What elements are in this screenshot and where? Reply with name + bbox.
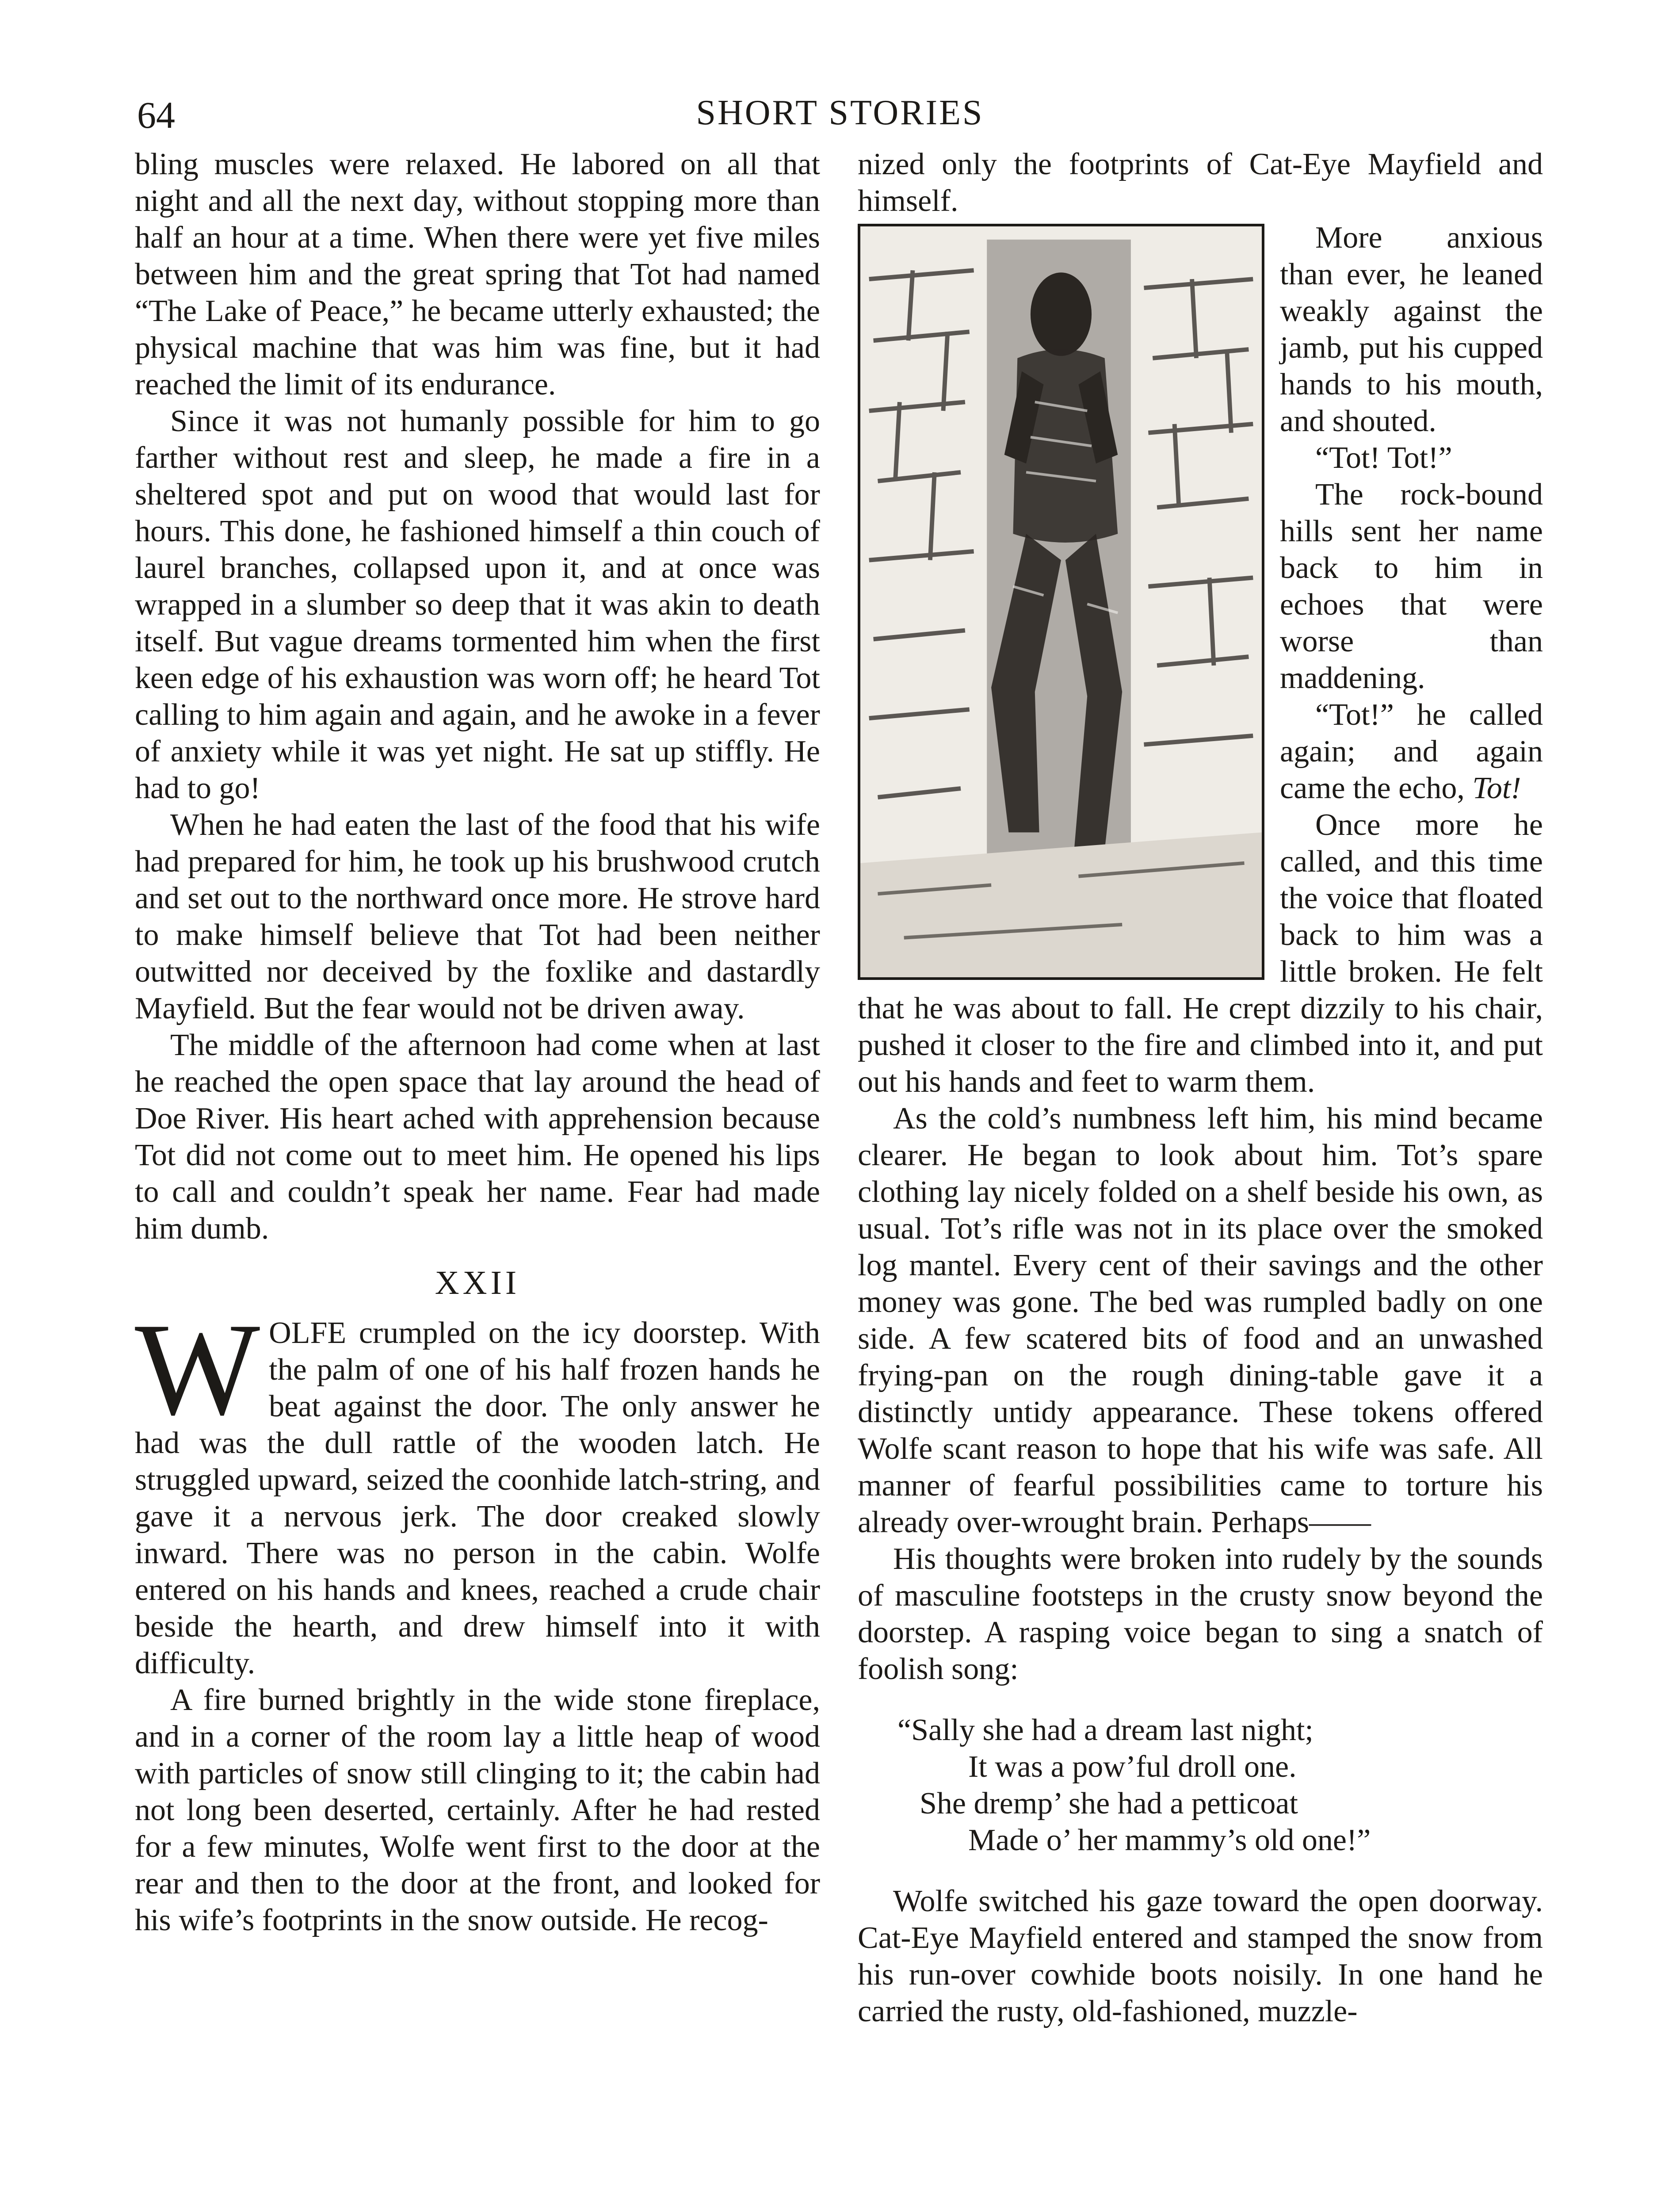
paragraph: The middle of the afternoon had come when at last he reached the open space that lay around the head of Doe River. His heart ached with apprehension because Tot did not come out to meet him. He opened his lips to call and couldn’t speak her name. Fear had made him dumb. bbox=[135, 1028, 820, 1246]
man-shouting-doorway-icon bbox=[860, 226, 1262, 977]
verse-line: It was a pow’ful droll one. bbox=[968, 1750, 1297, 1784]
paragraph: As the cold’s numbness left him, his mind became clearer. He began to look about him. Tot’s spare clothing lay nicely folded on a shelf beside his own, as usual. Tot’s rifle was not in its place over the smoked log mantel. Every cent of their savings and the other money was gone. The bed was rumpled badly on one side. A few scatered bits of food and an unwashed frying-pan on the rough dining-table gave it a distinctly untidy appearance. These tokens offered Wolfe scant reason to hope that his wife was safe. All manner of fearful possibilities came to torture his already over-wrought brain. Perhaps—— bbox=[858, 1102, 1543, 1539]
paragraph: bling muscles were relaxed. He labored on all that night and all the next day, without stopping more than half an hour at a time. When there were yet five miles between him and the great spring that Tot had named “The Lake of Peace,” he became utterly exhausted; the physical machine that was him was fine, but it had reached the limit of its endurance. bbox=[135, 147, 820, 402]
chapter-opening-paragraph bbox=[135, 1296, 820, 1682]
left-column bbox=[135, 146, 820, 1939]
paragraph: “Tot! Tot!” bbox=[1315, 441, 1452, 475]
paragraph: Since it was not humanly possible for him to go farther without rest and sleep, he made a fire in a sheltered spot and put on wood that would last for hours. This done, he fashioned himself a thin couch of laurel branches, collapsed upon it, and at once was wrapped in a slumber so deep that it was akin to death itself. But vague dreams tormented him when the first keen edge of his exhaustion was worn off; he heard Tot calling to him again and again, and he awoke in a fever of anxiety while it was yet night. He sat up stiffly. He had to go! bbox=[135, 404, 820, 805]
paragraph-text: “Tot!” he called again; and again came the echo, bbox=[1280, 698, 1543, 805]
verse-line: She dremp’ she had a petticoat bbox=[920, 1786, 1298, 1821]
drop-cap: W bbox=[135, 1296, 260, 1442]
page-number: 64 bbox=[137, 94, 175, 136]
paragraph: More anxious than ever, he leaned weakly against the jamb, put his cupped hands to his mouth, and shouted. bbox=[1280, 221, 1543, 438]
right-column bbox=[858, 146, 1543, 2030]
echo-text: Tot! bbox=[1472, 771, 1521, 805]
magazine-page bbox=[102, 88, 1578, 2211]
verse-line: Made o’ her mammy’s old one!” bbox=[968, 1823, 1371, 1857]
paragraph-text: OLFE crumpled on the icy doorstep. With the palm of one of his half frozen hands he beat against the door. The only answer he had was the dull rattle of the wooden latch. He struggled upward, seized the coonhide latch-string, and gave it a nervous jerk. The door creaked slowly inward. There was no person in the cabin. Wolfe entered on his hands and knees, reached a crude chair beside the hearth, and drew himself into it with difficulty. bbox=[135, 1316, 820, 1680]
woodcut-illustration bbox=[858, 224, 1264, 980]
paragraph: nized only the footprints of Cat-Eye Mayfield and himself. bbox=[858, 147, 1543, 218]
paragraph: The rock-bound hills sent her name back to him in echoes that were worse than maddening. bbox=[1280, 478, 1543, 695]
chapter-heading: XXII bbox=[435, 1264, 520, 1301]
paragraph: Once more he called, and this time the voice that floated back to him was a little broken. He felt that he was about to fall. He crept dizzily to his chair, pushed it closer to the fire and climbed into it, and put out his hands and feet to warm them. bbox=[858, 808, 1543, 1099]
running-head: SHORT STORIES bbox=[696, 93, 984, 132]
paragraph: Wolfe switched his gaze toward the open doorway. Cat-Eye Mayfield entered and stamped the snow from his run-over cowhide boots noisily. In one hand he carried the rusty, old-fashioned, muzzle- bbox=[858, 1884, 1543, 2028]
song-verse bbox=[858, 1712, 1543, 1859]
paragraph: When he had eaten the last of the food that his wife had prepared for him, he took up his brushwood crutch and set out to the northward once more. He strove hard to make himself believe that Tot had been neither outwitted nor deceived by the foxlike and dastardly Mayfield. But the fear would not be driven away. bbox=[135, 808, 820, 1025]
paragraph: A fire burned brightly in the wide stone fireplace, and in a corner of the room lay a little heap of wood with particles of snow still clinging to it; the cabin had not long been deserted, certainly. After he had rested for a few minutes, Wolfe went first to the door at the rear and then to the door at the front, and looked for his wife’s footprints in the snow outside. He recog- bbox=[135, 1683, 820, 1937]
page-header bbox=[102, 88, 1578, 142]
paragraph: His thoughts were broken into rudely by the sounds of masculine footsteps in the crusty snow beyond the doorstep. A rasping voice began to sing a snatch of foolish song: bbox=[858, 1542, 1543, 1686]
verse-line: “Sally she had a dream last night; bbox=[897, 1713, 1313, 1747]
